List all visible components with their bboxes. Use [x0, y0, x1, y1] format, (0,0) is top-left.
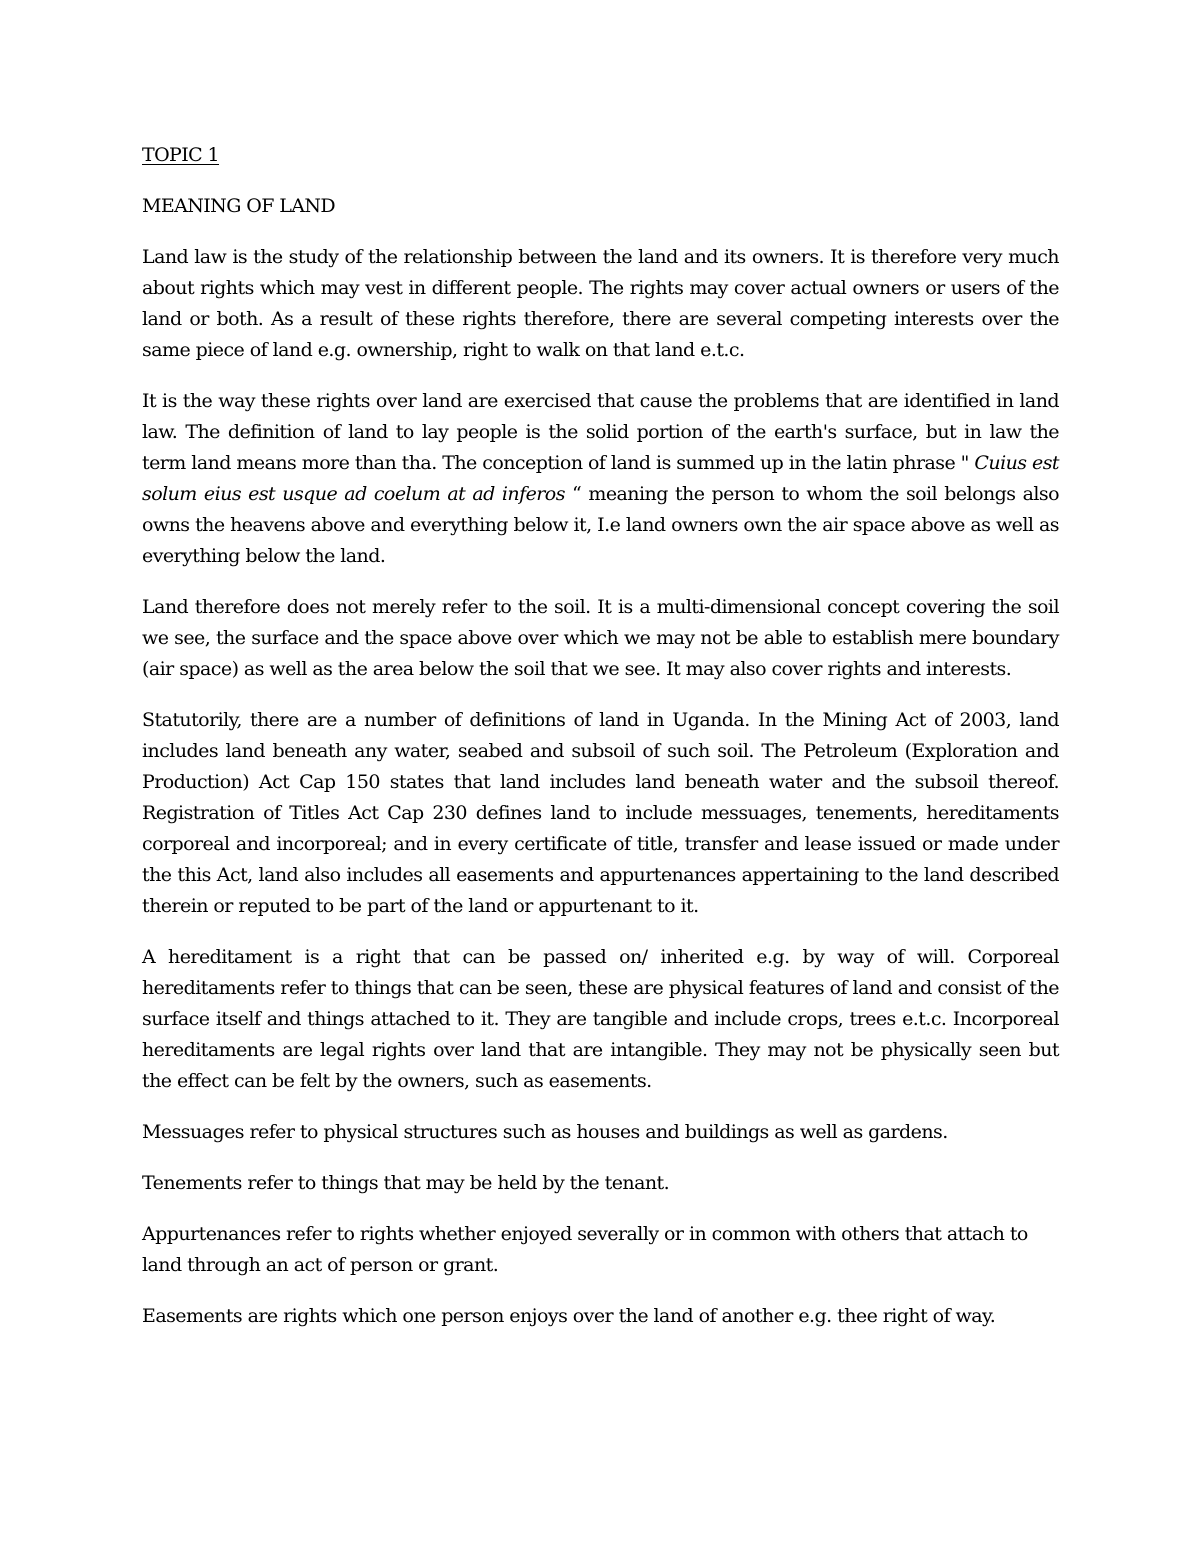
topic-heading: TOPIC 1 — [142, 144, 220, 166]
paragraph-statutory-definitions: Statutorily, there are a number of definitions of land in Uganda. In the Mining Act of 2003, land includes land beneath any water, seabed and subsoil of such soil. The Petroleum (Exploration and Production) Act Cap 150 states that land includes land beneath water and the subsoil thereof. Registration of Titles Act Cap 230 defines land to include messuages, tenements, hereditaments corporeal and incorporeal; and in every certificate of title, transfer and lease issued or made under the this Act, land also includes all easements and appurtenances appertaining to the land described therein or reputed to be part of the land or appurtenant to it. — [142, 709, 1059, 917]
paragraph-latin-maxim-text-1: It is the way these rights over land are exercised that cause the problems that are identified in land law. The definition of land to lay people is the solid portion of the earth's surface, but in law the term land means more than tha. The conception of land is summed up in the latin phrase " — [142, 390, 1059, 474]
paragraph-latin-maxim — [142, 386, 1059, 572]
paragraph-latin-maxim-text-2: “ meaning the person to whom the soil belongs also owns the heavens above and everything below it, I.e land owners own the air space above as well as everything below the land. — [142, 483, 1059, 567]
paragraph-tenements: Tenements refer to things that may be held by the tenant. — [142, 1172, 670, 1194]
paragraph-land-law-definition: Land law is the study of the relationship between the land and its owners. It is therefore very much about rights which may vest in different people. The rights may cover actual owners or users of the land or both. As a result of these rights therefore, there are several competing interests over the same piece of land e.g. ownership, right to walk on that land e.t.c. — [142, 246, 1059, 361]
paragraph-multi-dimensional: Land therefore does not merely refer to the soil. It is a multi-dimensional concept covering the soil we see, the surface and the space above over which we may not be able to establish mere boundary (air space) as well as the area below the soil that we see. It may also cover rights and interests. — [142, 596, 1059, 680]
section-title: MEANING OF LAND — [142, 195, 336, 217]
latin-phrase: Cuius est solum eius est usque ad coelum at ad inferos — [142, 452, 1060, 505]
paragraph-appurtenances: Appurtenances refer to rights whether enjoyed severally or in common with others that attach to land through an act of person or grant. — [142, 1223, 1028, 1276]
paragraph-easements: Easements are rights which one person enjoys over the land of another e.g. thee right of way. — [142, 1305, 996, 1327]
document-body — [142, 140, 1059, 1352]
paragraph-hereditament: A hereditament is a right that can be passed on/ inherited e.g. by way of will. Corporeal hereditaments refer to things that can be seen, these are physical features of land and consist of the surface itself and things attached to it. They are tangible and include crops, trees e.t.c. Incorporeal hereditaments are legal rights over land that are intangible. They may not be physically seen but the effect can be felt by the owners, such as easements. — [142, 946, 1059, 1092]
paragraph-messuages: Messuages refer to physical structures such as houses and buildings as well as gardens. — [142, 1121, 948, 1143]
